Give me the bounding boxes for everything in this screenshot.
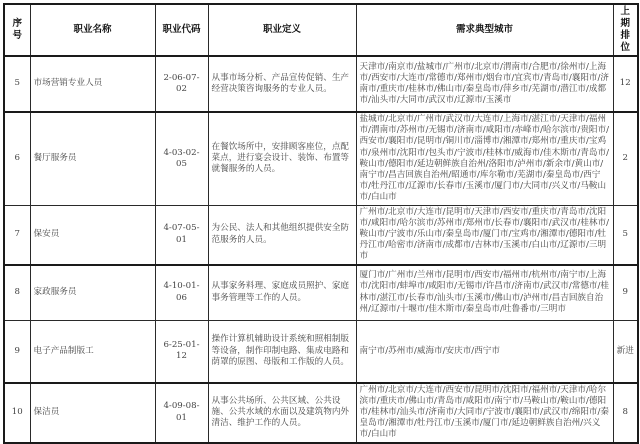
table-row: [4, 320, 638, 383]
cell-prev-rank: 新进: [613, 320, 638, 383]
cell-definition: 从事家务料理、家庭成员照护、家庭事务管理等工作的人员。: [208, 265, 356, 321]
cell-name: 餐厅服务员: [30, 112, 155, 205]
table-row: [4, 205, 638, 265]
cell-cities: 天津市/南京市/盐城市/广州市/北京市/渭南市/合肥市/徐州市/上海市/西安市/大连市/常德市/郑州市/烟台市/宜宾市/青岛市/襄阳市/济南市/重庆市/桂林市/佛山市/秦皇岛市/萍乡市/芜湖市/潜江市/成都市/汕头市/大同市/武汉市/辽源市/玉溪市: [356, 56, 613, 112]
cell-no: 8: [4, 265, 30, 321]
cell-no: 7: [4, 205, 30, 265]
table-row: [4, 265, 638, 321]
cell-prev-rank: 8: [613, 383, 638, 443]
cell-prev-rank: 12: [613, 56, 638, 112]
header-code: 职业代码: [155, 4, 208, 56]
cell-code: 4-07-05-01: [155, 205, 208, 265]
cell-definition: 从事市场分析、产品宣传促销、生产经营决策咨询服务的专业人员。: [208, 56, 356, 112]
cell-prev-rank: 9: [613, 265, 638, 321]
cell-definition: 操作计算机辅助设计系统和照相制版等设备，制作印制电路、集成电路和荫罩的原图、母版和工作版的人员。: [208, 320, 356, 383]
cell-name: 保洁员: [30, 383, 155, 443]
cell-definition: 在餐饮场所中，安排顾客座位，点配菜点，进行宴会设计、装饰、布置等就餐服务的人员。: [208, 112, 356, 205]
header-cities: 需求典型城市: [356, 4, 613, 56]
cell-code: 2-06-07-02: [155, 56, 208, 112]
cell-code: 4-03-02-05: [155, 112, 208, 205]
cell-code: 4-09-08-01: [155, 383, 208, 443]
cell-name: 电子产品制版工: [30, 320, 155, 383]
cell-prev-rank: 2: [613, 112, 638, 205]
cell-definition: 为公民、法人和其他组织提供安全防范服务的人员。: [208, 205, 356, 265]
cell-code: 6-25-01-12: [155, 320, 208, 383]
cell-code: 4-10-01-06: [155, 265, 208, 321]
cell-no: 5: [4, 56, 30, 112]
cell-cities: 广州市/北京市/大连市/昆明市/天津市/西安市/重庆市/青岛市/沈阳市/咸阳市/哈尔滨市/苏州市/郑州市/长春市/襄阳市/武汉市/桂林市/鞍山市/宁波市/乐山市/秦皇岛市/厦门市/宝鸡市/湘潭市/德阳市/牡丹江市/哈密市/济南市/成都市/吉林市/玉溪市/白山市/辽源市/三明市: [356, 205, 613, 265]
cell-no: 6: [4, 112, 30, 205]
table-header-row: [4, 4, 638, 56]
table-row: [4, 56, 638, 112]
occupation-demand-table: [3, 3, 639, 444]
cell-no: 9: [4, 320, 30, 383]
header-prev-rank: 上期排位: [613, 4, 638, 56]
cell-prev-rank: 5: [613, 205, 638, 265]
cell-name: 市场营销专业人员: [30, 56, 155, 112]
table-row: [4, 383, 638, 443]
cell-definition: 从事公共场所、公共区域、公共设施、公共水域的水面以及建筑物内外清洁、维护工作的人员。: [208, 383, 356, 443]
cell-name: 家政服务员: [30, 265, 155, 321]
header-no: 序号: [4, 4, 30, 56]
cell-no: 10: [4, 383, 30, 443]
cell-cities: 厦门市/广州市/兰州市/昆明市/西安市/福州市/杭州市/南宁市/上海市/沈阳市/蚌埠市/咸阳市/无锡市/许昌市/济南市/武汉市/常德市/桂林市/湛江市/长春市/汕头市/玉溪市/佛山市/泸州市/昌吉回族自治州/辽源市/十堰市/佳木斯市/秦皇岛市/吐鲁番市/三明市: [356, 265, 613, 321]
cell-cities: 南宁市/苏州市/威海市/安庆市/西宁市: [356, 320, 613, 383]
cell-name: 保安员: [30, 205, 155, 265]
header-name: 职业名称: [30, 4, 155, 56]
header-definition: 职业定义: [208, 4, 356, 56]
cell-cities: 广州市/北京市/大连市/西安市/昆明市/沈阳市/福州市/天津市/哈尔滨市/重庆市/佛山市/青岛市/咸阳市/南宁市/马鞍山市/鞍山市/德阳市/桂林市/汕头市/济南市/大同市/宁波市/襄阳市/武汉市/绵阳市/秦皇岛市/湘潭市/牡丹江市/玉溪市/厦门市/延边朝鲜族自治州/兴义市/白山市: [356, 383, 613, 443]
table-row: [4, 112, 638, 205]
cell-cities: 盐城市/北京市/广州市/武汉市/大连市/上海市/湛江市/天津市/福州市/渭南市/苏州市/无锡市/济南市/咸阳市/赤峰市/哈尔滨市/贵阳市/西安市/襄阳市/昆明市/铜川市/淄博市/湘潭市/郑州市/重庆市/宝鸡市/泉州市/沈阳市/包头市/宁波市/桂林市/威海市/佳木斯市/青岛市/鞍山市/德阳市/延边朝鲜族自治州/洛阳市/泸州市/新余市/黄山市/南宁市/昌吉回族自治州/昭通市/库尔勒市/芜湖市/秦皇岛市/西宁市/牡丹江市/辽源市/长春市/玉溪市/厦门市/大同市/兴义市/马鞍山市/白山市: [356, 112, 613, 205]
